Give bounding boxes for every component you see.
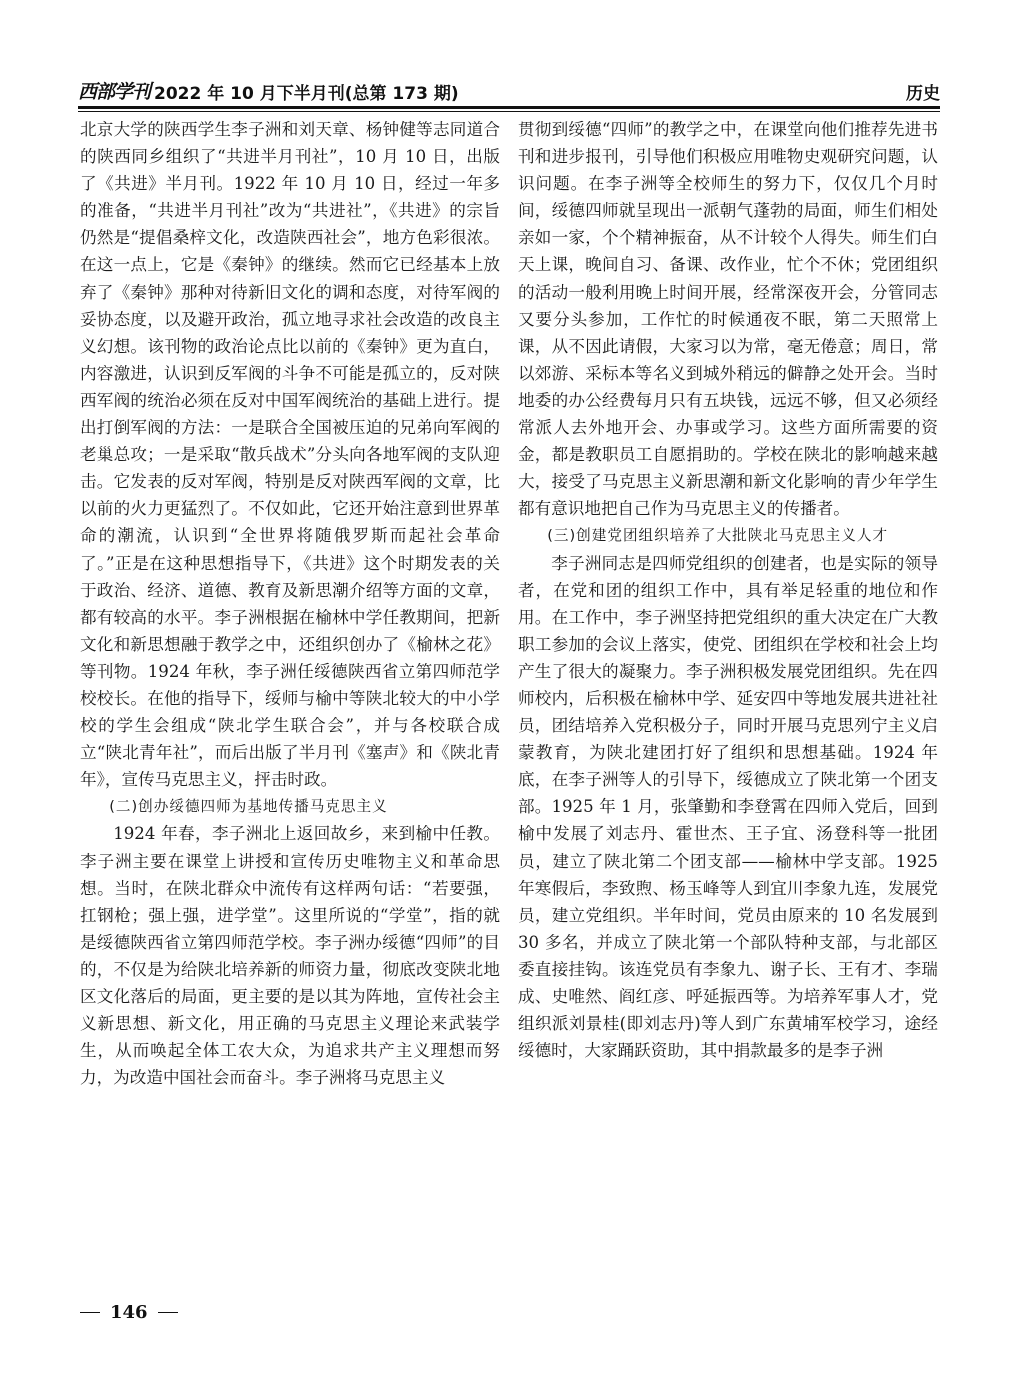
paragraph: 贯彻到绥德“四师”的教学之中，在课堂向他们推荐先进书刊和进步报刊，引导他们积极应用唯物史观研究问题，认识问题。在李子洲等全校师生的努力下，仅仅几个月时间，绥德四师就呈现出一派朝气蓬勃的局面，师生们相处亲如一家，个个精神振奋，从不计较个人得失。师生们白天上课，晚间自习、备课、改作业，忙个不休；党团组织的活动一般利用晚上时间开展，经常深夜开会，分管同志又要分头参加，工作忙的时候通夜不眠，第二天照常上课，从不因此请假，大家习以为常，毫无倦意；周日，常以郊游、采标本等名义到城外稍远的僻静之处开会。当时地委的办公经费每月只有五块钱，远远不够，但又必须经常派人去外地开会、办事或学习。这些方面所需要的资金，都是教职员工自愿捐助的。学校在陕北的影响越来越大，接受了马克思主义新思潮和新文化影响的青少年学生都有意识地把自己作为马克思主义的传播者。	[518, 120, 938, 519]
paragraph: 1924 年春，李子洲北上返回故乡，来到榆中任教。李子洲主要在课堂上讲授和宣传历史唯物主义和革命思想。当时，在陕北群众中流传有这样两句话：“若要强，扛钢枪；强上强，进学堂”。这里所说的“学堂”，指的就是绥德陕西省立第四师范学校。李子洲办绥德“四师”的目的，不仅是为给陕北培养新的师资力量，彻底改变陕北地区文化落后的局面，更主要的是以其为阵地，宣传社会主义新思想、新文化，用正确的马克思主义理论来武装学生，从而唤起全体工农大众，为追求共产主义理想而努力，为改造中国社会而奋斗。李子洲将马克思主义	[80, 824, 500, 1088]
issue-info: 2022 年 10 月下半月刊(总第 173 期)	[154, 84, 459, 104]
left-column	[80, 116, 500, 1091]
paragraph: 李子洲同志是四师党组织的创建者，也是实际的领导者，在党和团的组织工作中，具有举足轻重的地位和作用。在工作中，李子洲坚持把党组织的重大决定在广大教职工参加的会议上落实，使党、团组织在学校和社会上均产生了很大的凝聚力。李子洲积极发展党团组织。先在四师校内，后积极在榆林中学、延安四中等地发展共进社社员，团结培养入党积极分子，同时开展马克思列宁主义启蒙教育，为陕北建团打好了组织和思想基础。1924 年底，在李子洲等人的引导下，绥德成立了陕北第一个团支部。1925 年 1 月，张肇勤和李登霄在四师入党后，回到榆中发展了刘志丹、霍世杰、王子宜、汤登科等一批团员，建立了陕北第二个团支部——榆林中学支部。1925 年寒假后，李致煦、杨玉峰等人到宜川李象九连，发展党员，建立党组织。半年时间，党员由原来的 10 名发展到 30 多名，并成立了陕北第一个部队特种支部，与北部区委直接挂钩。该连党员有李象九、谢子长、王有才、李瑞成、史唯然、阎红彦、呼延振西等。为培养军事人才，党组织派刘景桂(即刘志丹)等人到广东黄埔军校学习，途经绥德时，大家踊跃资助，其中捐款最多的是李子洲	[518, 553, 938, 1061]
header-rule-thick	[78, 106, 940, 109]
section-heading: (三)创建党团组织培养了大批陕北马克思主义人才	[547, 527, 889, 545]
footer-dash-right	[158, 1312, 178, 1314]
page-footer	[80, 1302, 178, 1323]
page-header	[78, 70, 940, 104]
right-column	[518, 116, 938, 1064]
journal-logo: 西部学刊	[78, 81, 151, 103]
section-heading: (二)创办绥德四师为基地传播马克思主义	[109, 798, 388, 816]
paragraph: 北京大学的陕西学生李子洲和刘天章、杨钟健等志同道合的陕西同乡组织了“共进半月刊社”，10 月 10 日，出版了《共进》半月刊。1922 年 10 月 10 日，经过一年多的准备，“共进半月刊社”改为“共进社”，《共进》的宗旨仍然是“提倡桑梓文化，改造陕西社会”，地方色彩很浓。在这一点上，它是《秦钟》的继续。然而它已经基本上放弃了《秦钟》那种对待新旧文化的调和态度，对待军阀的妥协态度，以及避开政治，孤立地寻求社会改造的改良主义幻想。该刊物的政治论点比以前的《秦钟》更为直白，内容激进，认识到反军阀的斗争不可能是孤立的，反对陕西军阀的统治必须在反对中国军阀统治的基础上进行。提出打倒军阀的方法：一是联合全国被压迫的兄弟向军阀的老巢总攻；一是采取“散兵战术”分头向各地军阀的支队迎击。它发表的反对军阀，特别是反对陕西军阀的文章，比以前的火力更猛烈了。不仅如此，它还开始注意到世界革命的潮流，认识到“全世界将随俄罗斯而起社会革命了。”正是在这种思想指导下，《共进》这个时期发表的关于政治、经济、道德、教育及新思潮介绍等方面的文章，都有较高的水平。李子洲根据在榆林中学任教期间，把新文化和新思想融于教学之中，还组织创办了《榆林之花》等刊物。1924 年秋，李子洲任绥德陕西省立第四师范学校校长。在他的指导下，绥师与榆中等陕北较大的中小学校的学生会组成“陕北学生联合会”，并与各校联合成立“陕北青年社”，而后出版了半月刊《塞声》和《陕北青年》，宣传马克思主义，抨击时政。	[80, 120, 500, 790]
page-number: 146	[110, 1302, 148, 1323]
header-rule-thin	[78, 111, 940, 112]
footer-dash-left	[80, 1312, 100, 1314]
masthead	[78, 77, 459, 104]
section-label: 历史	[906, 84, 940, 104]
